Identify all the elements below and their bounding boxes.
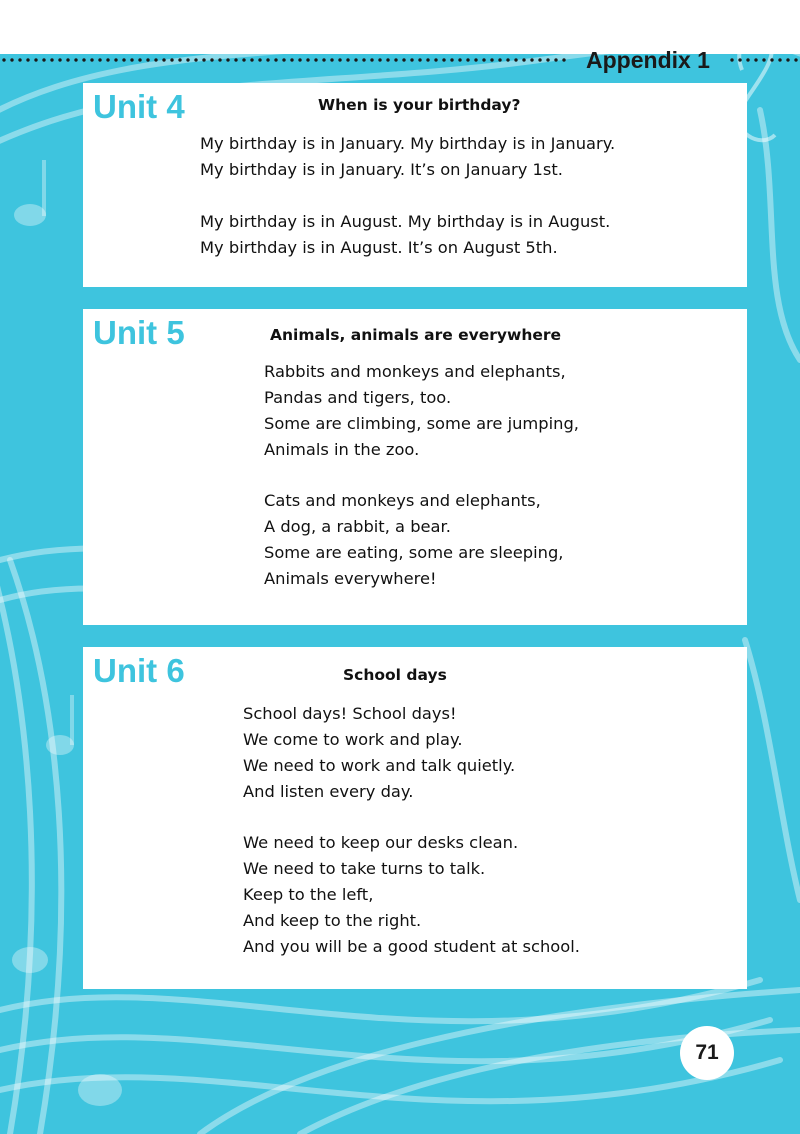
lyric-line: Animals everywhere! (264, 569, 437, 589)
song-lyrics (200, 131, 615, 260)
unit-5-card (83, 309, 747, 625)
lyric-line: Pandas and tigers, too. (264, 387, 452, 407)
lyric-line: Cats and monkeys and elephants, (264, 491, 541, 511)
lyric-line: We need to work and talk quietly. (243, 755, 516, 775)
lyric-line: Some are eating, some are sleeping, (264, 543, 564, 563)
lyric-line: School days! School days! (243, 704, 457, 723)
unit-4-card (83, 83, 747, 287)
lyric-line: And keep to the right. (243, 911, 422, 931)
page-number: 71 (680, 1026, 734, 1080)
lyric-line: We need to keep our desks clean. (243, 833, 519, 853)
lyric-line: A dog, a rabbit, a bear. (264, 517, 451, 537)
lyric-line: Keep to the left, (243, 885, 374, 905)
lyric-line: Animals in the zoo. (264, 439, 420, 459)
lyric-line: My birthday is in January. My birthday is in January. (200, 134, 616, 153)
page-header (0, 44, 800, 76)
lyric-line: Rabbits and monkeys and elephants, (264, 362, 566, 381)
song-lyrics (264, 359, 579, 592)
unit-label: Unit 4 (93, 88, 185, 125)
lyric-line: My birthday is in August. It’s on August 5th. (200, 237, 558, 257)
song-title: When is your birthday? (318, 96, 521, 114)
lyric-line: My birthday is in January. It’s on January 1st. (200, 159, 563, 179)
song-lyrics (243, 701, 580, 960)
song-title: Animals, animals are everywhere (270, 326, 562, 344)
unit-label: Unit 6 (93, 652, 185, 689)
song-title: School days (343, 666, 447, 684)
header-dots-left (0, 58, 566, 62)
lyric-line: Some are climbing, some are jumping, (264, 413, 579, 433)
appendix-title: Appendix 1 (586, 47, 710, 73)
unit-6-card (83, 647, 747, 989)
lyric-line: My birthday is in August. My birthday is in August. (200, 211, 611, 231)
header-dots-right (728, 58, 800, 62)
lyric-line: And you will be a good student at school. (243, 937, 580, 957)
lyric-line: We need to take turns to talk. (243, 859, 486, 879)
lyric-line: And listen every day. (243, 781, 414, 801)
unit-label: Unit 5 (93, 314, 185, 351)
lyric-line: We come to work and play. (243, 729, 463, 749)
